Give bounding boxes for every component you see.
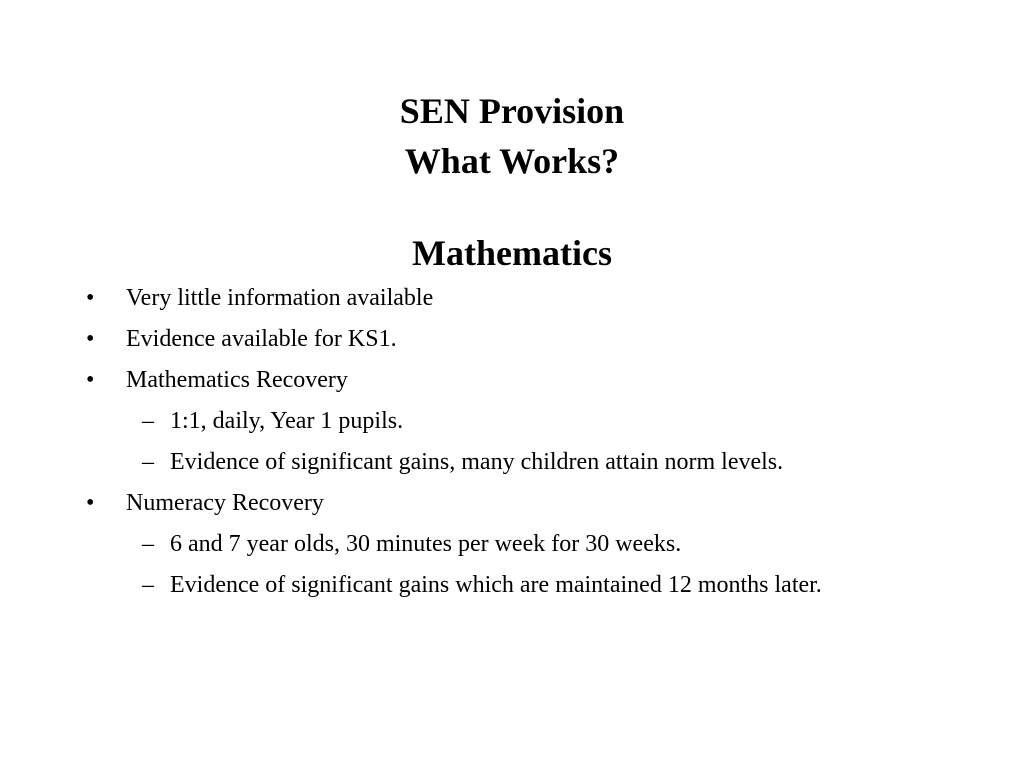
sub-bullet-item [0,569,1024,602]
bullet-text: Mathematics Recovery [126,367,348,393]
section-heading: Mathematics [412,233,612,273]
sub-bullet-text: 1:1, daily, Year 1 pupils. [170,408,404,434]
bullet-text: Evidence available for KS1. [126,326,397,352]
title-line-2: What Works? [404,141,620,181]
sub-bullet-text: Evidence of significant gains which are maintained 12 months later. [170,572,822,598]
sub-bullet-item [0,405,1024,438]
bullet-item [0,323,1024,356]
sub-bullet-text: Evidence of significant gains, many children attain norm levels. [170,449,784,475]
title-line-1: SEN Provision [399,91,625,131]
sub-bullet-item [0,446,1024,479]
bullet-item [0,487,1024,520]
bullet-marker: • [86,490,95,516]
dash-marker: – [142,531,154,557]
dash-marker: – [142,572,154,598]
bullet-list [0,282,1024,610]
dash-marker: – [142,408,154,434]
bullet-item [0,364,1024,397]
sub-bullet-text: 6 and 7 year olds, 30 minutes per week for 30 weeks. [170,531,682,557]
bullet-text: Numeracy Recovery [126,490,324,516]
bullet-marker: • [86,367,95,393]
bullet-marker: • [86,326,95,352]
bullet-item [0,282,1024,315]
bullet-marker: • [86,285,95,311]
sub-bullet-item [0,528,1024,561]
dash-marker: – [142,449,154,475]
slide-title [0,86,1024,186]
bullet-text: Very little information available [126,285,434,311]
